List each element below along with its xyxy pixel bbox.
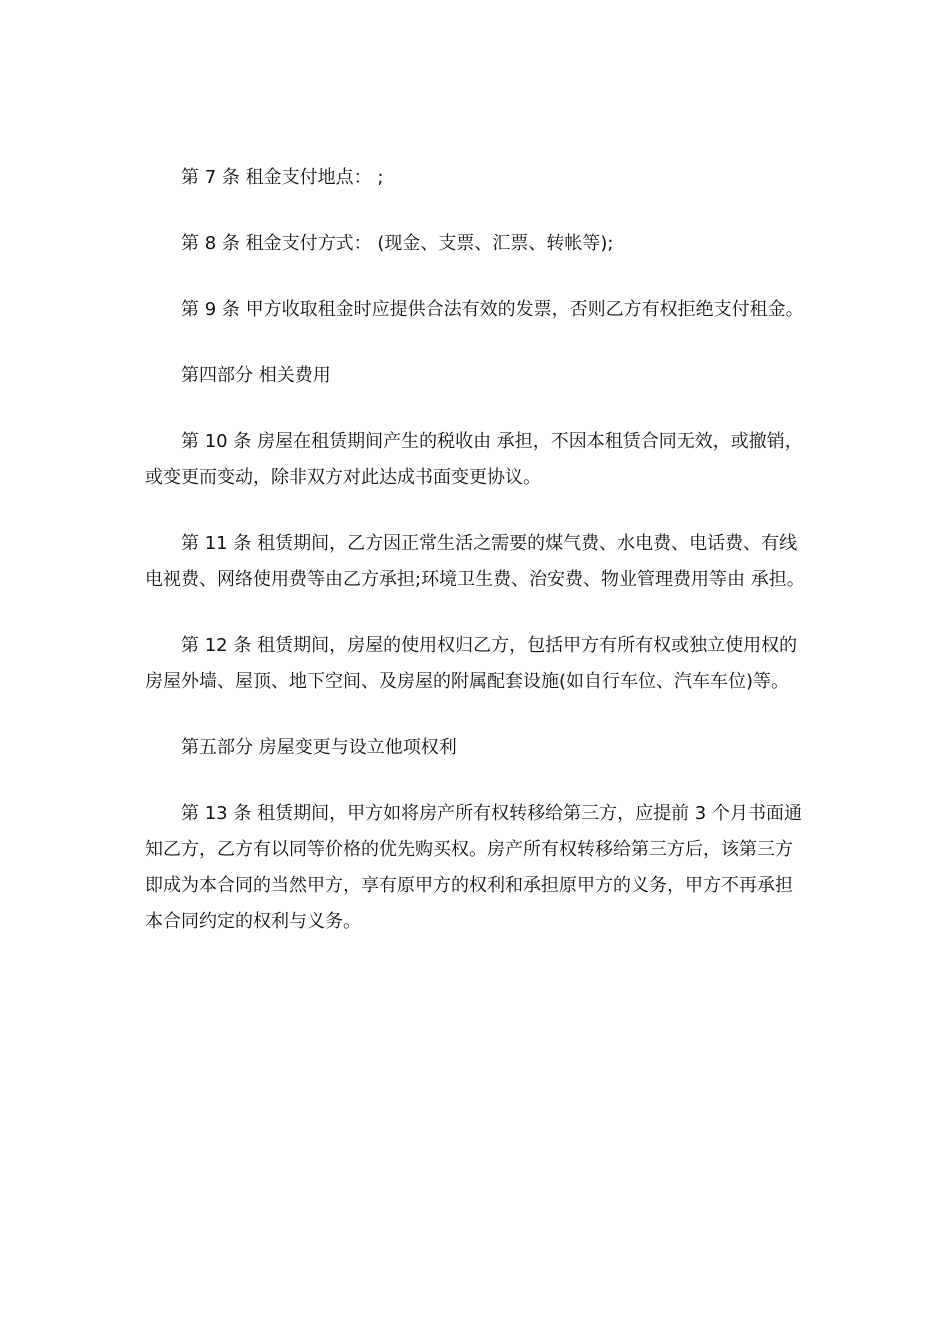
article-11-utility-fees: 第 11 条 租赁期间，乙方因正常生活之需要的煤气费、水电费、电话费、有线电视费、网络使用费等由乙方承担;环境卫生费、治安费、物业管理费用等由 承担。 [145, 533, 805, 590]
section-4-heading: 第四部分 相关费用 [181, 365, 331, 386]
article-10-taxes: 第 10 条 房屋在租赁期间产生的税收由 承担，不因本租赁合同无效，或撤销，或变更而变动，除非双方对此达成书面变更协议。 [145, 431, 803, 488]
article-9-invoice-requirement: 第 9 条 甲方收取租金时应提供合法有效的发票，否则乙方有权拒绝支付租金。 [181, 299, 804, 320]
article-8-rent-payment-method: 第 8 条 租金支付方式： (现金、支票、汇票、转帐等); [181, 233, 614, 254]
article-7-rent-payment-location: 第 7 条 租金支付地点： ; [181, 167, 384, 188]
document-body [145, 160, 805, 940]
article-13-ownership-transfer: 第 13 条 租赁期间，甲方如将房产所有权转移给第三方，应提前 3 个月书面通知乙方，乙方有以同等价格的优先购买权。房产所有权转移给第三方后，该第三方即成为本合同的当然甲方，享有原甲方的权利和承担原甲方的义务，甲方不再承担本合同约定的权利与义务。 [145, 803, 802, 932]
section-5-heading: 第五部分 房屋变更与设立他项权利 [181, 737, 457, 758]
article-12-usage-rights: 第 12 条 租赁期间，房屋的使用权归乙方，包括甲方有所有权或独立使用权的房屋外墙、屋顶、地下空间、及房屋的附属配套设施(如自行车位、汽车车位)等。 [145, 635, 798, 692]
